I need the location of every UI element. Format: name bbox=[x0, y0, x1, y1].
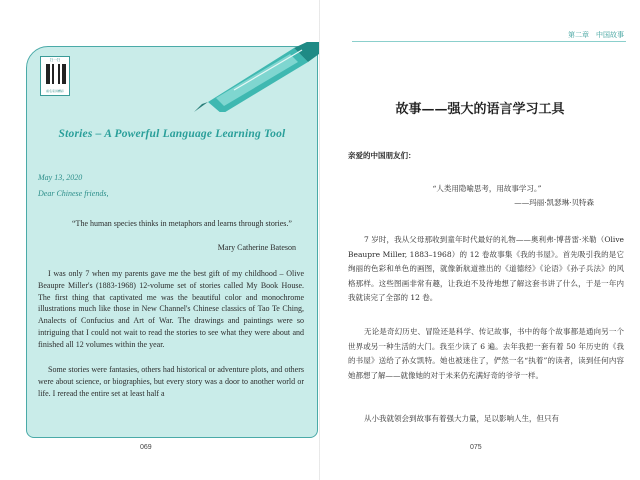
paragraph-2-cn: 无论是奇幻历史、冒险还是科学、传记故事，书中的每个故事都是通向另一个世界或另一种生活的大门。我至少读了 6 遍。去年我把一套有着 50 年历史的《我的书屋》送给了孙女凯特。她也被迷住了，俨然一名“执着”的读者，读到任何内容她都想了解——就像她的对于未来仍充满好奇的爷爷一样。 bbox=[348, 327, 624, 380]
paragraph-1-cn: 7 岁时，我从父母那收到童年时代最好的礼物——奥利弗·博普雷·米勒（Olive Beaupre Miller, 1883–1968）的 12 卷故事集《我的书屋》。首先吸引我的是它绚丽的色彩和单色的画图，就像新航道推出的《道德经》《论语》《孙子兵法》的风格那样。这些图画非常有趣，让我迫不及待地想了解这套书讲了什么，于是一年内我就读完了全部的 12 卷。 bbox=[348, 235, 624, 303]
page-number-left: 069 bbox=[140, 444, 152, 451]
chapter-title: 故事——强大的语言学习工具 bbox=[395, 102, 565, 117]
epigraph-quote: “The human species thinks in metaphors and learns through stories.” bbox=[72, 219, 292, 228]
letter-greeting: Dear Chinese friends, bbox=[38, 189, 109, 198]
header-rule bbox=[352, 41, 626, 42]
fountain-pen-icon bbox=[190, 42, 330, 112]
epigraph-author-cn: ——玛丽·凯瑟琳·贝特森 bbox=[514, 198, 594, 207]
paragraph-1: I was only 7 when my parents gave me the best gift of my childhood – Olive Beaupre Miller's (1883-1968) 12-volume set of stories called My Book House. The first thing that captivated me was the beautiful color and monochrome illustrations much like those in New Channel's Chinese classics of Tao Te Ching, Analects of Confucius and Art of War. The drawings and paintings were so intriguing that I could not wait to read the stories to see what they were about and finished all 12 volumes within the year. bbox=[38, 269, 304, 349]
paragraph-3-cn: 从小我就领会到故事有着强大力量，足以影响人生，但只有 bbox=[364, 414, 559, 423]
qr-title: 扫一扫 bbox=[49, 58, 61, 62]
qr-caption: 看名家讲精彩 bbox=[45, 89, 64, 93]
qr-code-box bbox=[40, 56, 70, 96]
epigraph-quote-cn: “人类用隐喻思考，用故事学习。” bbox=[432, 184, 542, 193]
chapter-header: 第二章 中国故事 bbox=[568, 31, 624, 39]
letter-title: Stories – A Powerful Language Learning Tool bbox=[58, 128, 286, 140]
letter-date: May 13, 2020 bbox=[38, 173, 83, 182]
letter-greeting-cn: 亲爱的中国朋友们： bbox=[348, 151, 416, 160]
epigraph-author: Mary Catherine Bateson bbox=[217, 243, 296, 252]
paragraph-2: Some stories were fantasies, others had historical or adventure plots, and others were about science, or biographies, but every story was a door to another world or life. I reread the entire set at least half a bbox=[38, 365, 304, 398]
qr-code-icon bbox=[46, 64, 66, 84]
right-page bbox=[320, 0, 640, 480]
page-number-right: 075 bbox=[470, 444, 482, 451]
